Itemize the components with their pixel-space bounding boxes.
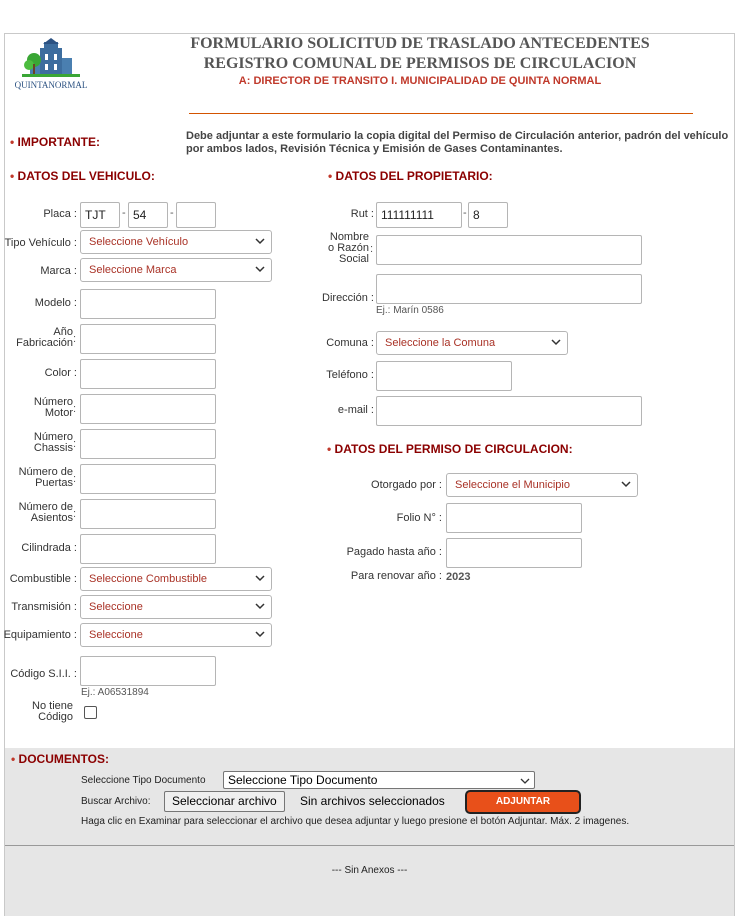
folio-label: Folio N° : (330, 513, 442, 524)
label-colon: : (73, 333, 77, 345)
placa-separator: - (122, 207, 126, 219)
cilindrada-input[interactable] (80, 534, 216, 564)
chevron-down-icon (520, 776, 530, 786)
form-title-line2: REGISTRO COMUNAL DE PERMISOS DE CIRCULACION (203, 55, 637, 72)
marca-label: Marca : (0, 266, 77, 277)
adjuntar-help-text: Haga clic en Examinar para seleccionar el archivo que desea adjuntar y luego presione el botón Adjuntar. Máx. 2 imagenes. (81, 816, 630, 827)
marca-value: Seleccione Marca (89, 264, 177, 276)
direccion-label: Dirección : (300, 293, 374, 304)
renovar-label: Para renovar año : (330, 571, 442, 582)
numero-puertas-input[interactable] (80, 464, 216, 494)
form-title-line1: FORMULARIO SOLICITUD DE TRASLADO ANTECEDENTES (190, 35, 650, 52)
municipality-logo (14, 38, 88, 98)
direccion-hint: Ej.: Marín 0586 (376, 305, 444, 316)
form-addressee: A: DIRECTOR DE TRANSITO I. MUNICIPALIDAD DE QUINTA NORMAL (238, 75, 602, 87)
chevron-down-icon (255, 236, 265, 246)
modelo-label: Modelo : (0, 298, 77, 309)
file-status: Sin archivos seleccionados (300, 794, 445, 808)
equipamiento-select[interactable] (80, 623, 272, 647)
placa-label: Placa : (0, 209, 77, 220)
email-label: e-mail : (300, 405, 374, 416)
color-input[interactable] (80, 359, 216, 389)
equipamiento-value: Seleccione (89, 629, 143, 641)
select-file-button[interactable]: Seleccionar archivo (164, 791, 285, 812)
nombre-razon-social-input[interactable] (376, 235, 642, 265)
comuna-select[interactable] (376, 331, 568, 355)
numero-chassis-label: Número Chassis (33, 431, 73, 454)
pagado-label: Pagado hasta año : (330, 547, 442, 558)
chevron-down-icon (551, 337, 561, 347)
numero-puertas-label: Número de Puertas (18, 466, 73, 489)
marca-select[interactable] (80, 258, 272, 282)
transmision-value: Seleccione (89, 601, 143, 613)
importante-text: Debe adjuntar a este formulario la copia digital del Permiso de Circulación anterior, padrón del vehículo por ambos lados, Revisión Técnica y Emisión de Gases Contaminantes. (186, 130, 729, 155)
label-colon: : (73, 403, 77, 415)
documentos-panel (5, 748, 734, 916)
tipo-vehiculo-value: Seleccione Vehículo (89, 236, 189, 248)
placa-input-2[interactable] (128, 202, 168, 228)
no-tiene-codigo-checkbox[interactable] (84, 706, 97, 719)
no-tiene-codigo-label: No tiene Código (32, 700, 73, 723)
tipo-vehiculo-select[interactable] (80, 230, 272, 254)
otorgado-select[interactable] (446, 473, 638, 497)
buscar-archivo-label: Buscar Archivo: (81, 796, 151, 807)
telefono-label: Teléfono : (300, 370, 374, 381)
direccion-input[interactable] (376, 274, 642, 304)
label-colon: : (370, 243, 374, 255)
combustible-value: Seleccione Combustible (89, 573, 208, 585)
placa-separator: - (170, 207, 174, 219)
pagado-hasta-input[interactable] (446, 538, 582, 568)
rut-dv-input[interactable] (468, 202, 508, 228)
tipo-vehiculo-label: Tipo Vehículo : (0, 238, 77, 249)
placa-input-1[interactable] (80, 202, 120, 228)
permiso-heading: • DATOS DEL PERMISO DE CIRCULACION: (327, 442, 573, 456)
numero-motor-input[interactable] (80, 394, 216, 424)
label-colon: : (73, 473, 77, 485)
combustible-select[interactable] (80, 567, 272, 591)
svg-text:QUINTANORMAL: QUINTANORMAL (14, 80, 88, 90)
anio-fabricacion-input[interactable] (80, 324, 216, 354)
vehiculo-heading: • DATOS DEL VEHICULO: (10, 169, 155, 183)
importante-heading: • IMPORTANTE: (10, 135, 100, 149)
renovar-year: 2023 (446, 571, 471, 583)
folio-input[interactable] (446, 503, 582, 533)
chevron-down-icon (255, 264, 265, 274)
tipo-documento-select[interactable] (223, 771, 535, 789)
propietario-heading: • DATOS DEL PROPIETARIO: (328, 169, 493, 183)
tipo-documento-label: Seleccione Tipo Documento (81, 775, 206, 786)
numero-asientos-input[interactable] (80, 499, 216, 529)
anio-label: Año Fabricación (16, 326, 73, 349)
modelo-input[interactable] (80, 289, 216, 319)
transmision-label: Transmisión : (0, 602, 77, 613)
chevron-down-icon (255, 573, 265, 583)
telefono-input[interactable] (376, 361, 512, 391)
label-colon: : (73, 438, 77, 450)
chevron-down-icon (255, 601, 265, 611)
color-label: Color : (0, 368, 77, 379)
combustible-label: Combustible : (0, 574, 77, 585)
cilindrada-label: Cilindrada : (0, 543, 77, 554)
otorgado-label: Otorgado por : (330, 480, 442, 491)
comuna-value: Seleccione la Comuna (385, 337, 496, 349)
tipo-documento-value: Seleccione Tipo Documento (228, 773, 378, 787)
email-input[interactable] (376, 396, 642, 426)
codigo-sii-hint: Ej.: A06531894 (81, 687, 149, 698)
numero-asientos-label: Número de Asientos (18, 501, 73, 524)
numero-chassis-input[interactable] (80, 429, 216, 459)
numero-motor-label: Número Motor (33, 396, 73, 419)
comuna-label: Comuna : (300, 338, 374, 349)
header-divider (189, 113, 693, 114)
label-colon: : (73, 508, 77, 520)
rut-label: Rut : (300, 209, 374, 220)
sin-anexos-text: --- Sin Anexos --- (331, 865, 408, 876)
placa-input-3[interactable] (176, 202, 216, 228)
nombre-label: Nombre o Razón Social (328, 231, 369, 265)
transmision-select[interactable] (80, 595, 272, 619)
documentos-heading: • DOCUMENTOS: (11, 752, 109, 766)
rut-input[interactable] (376, 202, 462, 228)
equipamiento-label: Equipamiento : (0, 630, 77, 641)
otorgado-value: Seleccione el Municipio (455, 479, 570, 491)
codigo-sii-input[interactable] (80, 656, 216, 686)
chevron-down-icon (621, 479, 631, 489)
chevron-down-icon (255, 629, 265, 639)
codigo-sii-label: Código S.I.I. : (0, 669, 77, 680)
documentos-divider (5, 845, 734, 846)
rut-separator: - (463, 207, 467, 219)
adjuntar-button[interactable]: ADJUNTAR (465, 790, 581, 814)
